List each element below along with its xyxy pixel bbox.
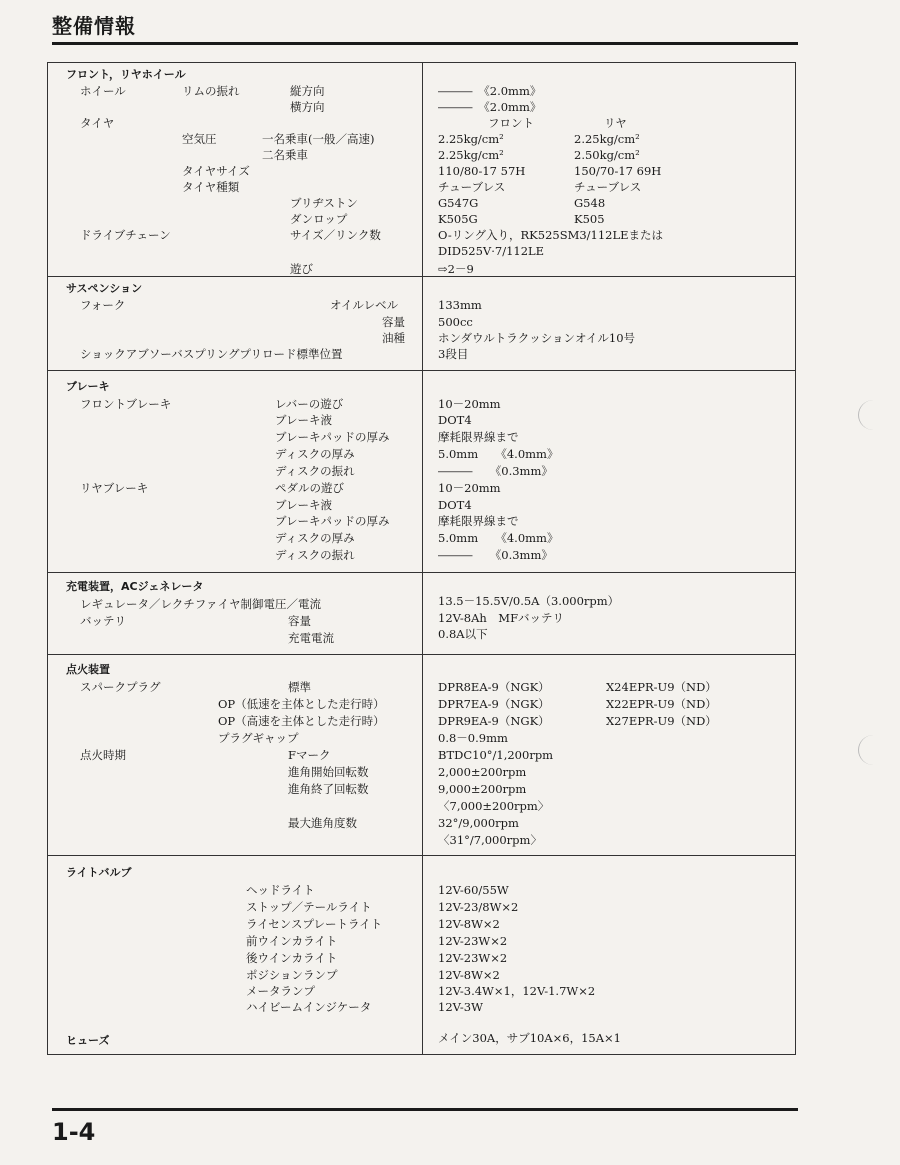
- spec-text: 110/80-17 57H: [438, 164, 526, 178]
- spec-text: レギュレータ／レクチファイヤ制御電圧／電流: [80, 597, 322, 611]
- spec-text: ヘッドライト: [246, 883, 315, 897]
- spec-text: チューブレス: [438, 180, 506, 194]
- spec-text: タイヤ種類: [182, 180, 240, 194]
- spec-text: メイン30A，サブ10A×6，15A×1: [438, 1031, 621, 1045]
- spec-text: OP（低速を主体とした走行時）: [218, 697, 385, 711]
- spec-text: レバーの遊び: [275, 397, 344, 411]
- spec-text: 2.25kg/cm²: [574, 132, 640, 146]
- title-rule: [52, 42, 798, 45]
- spec-text: 2,000±200rpm: [438, 765, 527, 779]
- spec-text: 一名乗車(一般／高速): [262, 132, 375, 146]
- spec-text: DPR7EA-9（NGK）: [438, 697, 550, 711]
- spec-text: G548: [574, 196, 606, 210]
- spec-text: 12V-8Ah MFバッテリ: [438, 611, 565, 625]
- spec-text: Fマーク: [288, 748, 331, 762]
- spec-text: ――― 《0.3mm》: [438, 548, 553, 562]
- spec-text: 摩耗限界線まで: [438, 430, 519, 444]
- spec-text: X27EPR-U9（ND）: [606, 714, 717, 728]
- spec-text: 2.25kg/cm²: [438, 132, 504, 146]
- spec-text: オイルレベル: [330, 298, 399, 312]
- spec-text: 進角終了回転数: [288, 782, 369, 796]
- section-heading: サスペンション: [66, 282, 143, 295]
- spec-text: ⇨2－9: [438, 262, 474, 276]
- spec-text: フロントブレーキ: [80, 397, 172, 411]
- spec-text: 10－20mm: [438, 481, 501, 495]
- spec-text: DOT4: [438, 498, 472, 512]
- spec-text: 133mm: [438, 298, 482, 312]
- spec-text: 充電電流: [288, 631, 334, 645]
- spec-text: チューブレス: [574, 180, 642, 194]
- spec-text: ドライブチェーン: [80, 228, 171, 242]
- section-heading: 充電装置，ACジェネレータ: [66, 580, 204, 593]
- spec-text: 12V-3.4W×1，12V-1.7W×2: [438, 984, 596, 998]
- binder-hole-mark: [858, 735, 889, 765]
- spec-text: 5.0mm 《4.0mm》: [438, 531, 559, 545]
- spec-text: 12V-23/8W×2: [438, 900, 519, 914]
- binder-hole-mark: [858, 400, 889, 430]
- spec-text: ストップ／テールライト: [246, 900, 372, 914]
- spec-text: 13.5－15.5V/0.5A（3.000rpm）: [438, 594, 620, 608]
- spec-text: ブレーキパッドの厚み: [275, 514, 390, 528]
- spec-text: タイヤ: [80, 116, 115, 130]
- column-divider: [422, 62, 423, 1055]
- page-title: 整備情報: [52, 14, 136, 38]
- spec-text: 500cc: [438, 315, 473, 329]
- spec-text: ポジションランプ: [246, 968, 338, 982]
- spec-text: 容量: [382, 315, 405, 329]
- spec-text: 2.25kg/cm²: [438, 148, 504, 162]
- footer-rule: [52, 1108, 798, 1111]
- spec-text: メータランプ: [246, 984, 315, 998]
- section-heading: フロント，リヤホイール: [66, 68, 186, 81]
- spec-text: ショックアブソーバスプリングプリロード標準位置: [80, 347, 343, 361]
- spec-text: 12V-23W×2: [438, 951, 508, 965]
- spec-text: 空気圧: [182, 132, 217, 146]
- spec-text: O-リング入り，RK525SM3/112LEまたは: [438, 228, 664, 242]
- page-number: 1-4: [52, 1118, 96, 1146]
- spec-text: 0.8－0.9mm: [438, 731, 508, 745]
- spec-text: ペダルの遊び: [275, 481, 344, 495]
- spec-text: 0.8A以下: [438, 627, 488, 641]
- spec-text: タイヤサイズ: [182, 164, 250, 178]
- spec-text: 2.50kg/cm²: [574, 148, 640, 162]
- spec-text: ディスクの振れ: [275, 464, 355, 478]
- spec-text: 12V-60/55W: [438, 883, 509, 897]
- spec-text: ――― 《0.3mm》: [438, 464, 553, 478]
- spec-text: 10－20mm: [438, 397, 501, 411]
- spec-text: 〈7,000±200rpm〉: [438, 799, 550, 813]
- spec-text: 摩耗限界線まで: [438, 514, 519, 528]
- spec-text: ブレーキパッドの厚み: [275, 430, 390, 444]
- spec-text: ――― 《2.0mm》: [438, 100, 542, 114]
- spec-text: K505G: [438, 212, 478, 226]
- spec-text: 5.0mm 《4.0mm》: [438, 447, 559, 461]
- spec-text: 〈31°/7,000rpm〉: [438, 833, 542, 847]
- section-divider: [47, 855, 796, 856]
- spec-text: K505: [574, 212, 605, 226]
- section-divider: [47, 654, 796, 655]
- spec-text: 横方向: [290, 100, 325, 114]
- spec-text: ブレーキ液: [275, 498, 333, 512]
- spec-text: G547G: [438, 196, 479, 210]
- spec-text: 12V-3W: [438, 1000, 483, 1014]
- spec-text: DOT4: [438, 413, 472, 427]
- section-heading: ヒューズ: [66, 1034, 110, 1047]
- spec-text: 前ウインカライト: [246, 934, 338, 948]
- spec-text: ――― 《2.0mm》: [438, 84, 542, 98]
- spec-text: 150/70-17 69H: [574, 164, 662, 178]
- spec-text: OP（高速を主体とした走行時）: [218, 714, 385, 728]
- spec-text: ハイビームインジケータ: [246, 1000, 372, 1014]
- spec-text: 容量: [288, 614, 311, 628]
- spec-text: 縦方向: [290, 84, 325, 98]
- section-divider: [47, 276, 796, 277]
- spec-text: 標準: [288, 680, 311, 694]
- spec-text: リヤ: [604, 116, 627, 130]
- spec-text: 12V-23W×2: [438, 934, 508, 948]
- section-heading: ブレーキ: [66, 380, 110, 393]
- spec-text: X22EPR-U9（ND）: [606, 697, 717, 711]
- spec-text: フロント: [488, 116, 534, 130]
- section-heading: ライトバルブ: [66, 866, 132, 879]
- spec-text: ディスクの厚み: [275, 531, 355, 545]
- spec-text: 油種: [382, 331, 405, 345]
- spec-text: ホンダウルトラクッションオイル10号: [438, 331, 636, 345]
- spec-text: バッテリ: [80, 614, 126, 628]
- spec-text: 点火時期: [80, 748, 126, 762]
- spec-text: フォーク: [80, 298, 126, 312]
- section-divider: [47, 572, 796, 573]
- section-divider: [47, 370, 796, 371]
- section-heading: 点火装置: [66, 663, 110, 676]
- spec-text: リヤブレーキ: [80, 481, 149, 495]
- spec-text: DID525V·7/112LE: [438, 244, 545, 258]
- spec-text: ブリヂストン: [290, 196, 358, 210]
- spec-text: 最大進角度数: [288, 816, 357, 830]
- spec-text: ライセンスプレートライト: [246, 917, 383, 931]
- spec-text: 後ウインカライト: [246, 951, 338, 965]
- spec-text: 12V-8W×2: [438, 917, 500, 931]
- spec-text: ダンロップ: [290, 212, 348, 226]
- spec-text: DPR8EA-9（NGK）: [438, 680, 550, 694]
- spec-text: ブレーキ液: [275, 413, 333, 427]
- spec-text: 32°/9,000rpm: [438, 816, 519, 830]
- spec-text: X24EPR-U9（ND）: [606, 680, 717, 694]
- spec-text: 二名乗車: [262, 148, 308, 162]
- spec-text: 進角開始回転数: [288, 765, 369, 779]
- spec-text: スパークプラグ: [80, 680, 161, 694]
- spec-text: BTDC10°/1,200rpm: [438, 748, 554, 762]
- spec-text: ディスクの振れ: [275, 548, 355, 562]
- spec-text: リムの振れ: [182, 84, 240, 98]
- spec-text: 12V-8W×2: [438, 968, 500, 982]
- spec-text: DPR9EA-9（NGK）: [438, 714, 550, 728]
- spec-text: ホイール: [80, 84, 126, 98]
- spec-text: 9,000±200rpm: [438, 782, 527, 796]
- spec-text: ディスクの厚み: [275, 447, 355, 461]
- spec-text: 3段目: [438, 347, 469, 361]
- spec-text: 遊び: [290, 262, 313, 276]
- spec-text: サイズ／リンク数: [290, 228, 381, 242]
- spec-text: プラグギャップ: [218, 731, 299, 745]
